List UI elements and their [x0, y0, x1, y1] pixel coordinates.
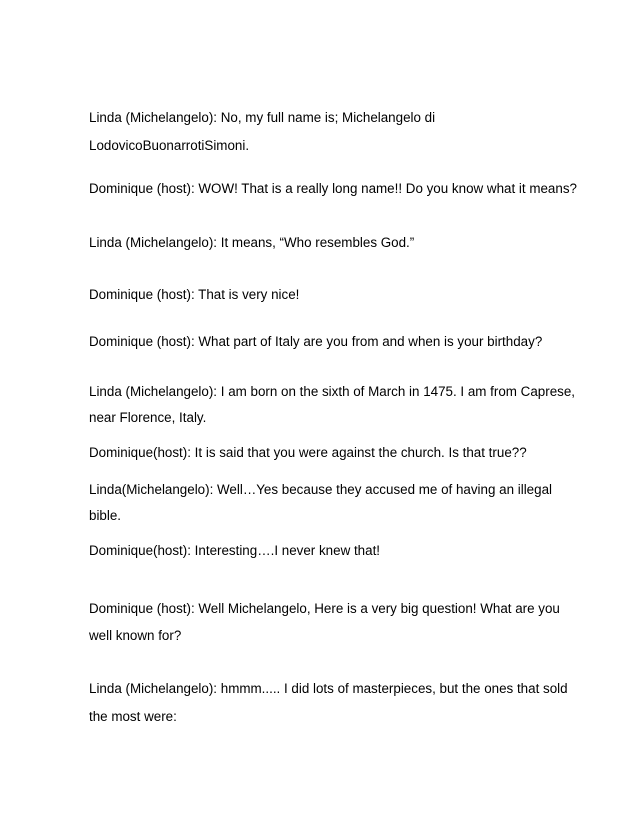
- transcript-line: bible.: [89, 508, 122, 523]
- transcript-line: Dominique (host): WOW! That is a really long name!! Do you know what it means?: [89, 181, 577, 196]
- transcript-line: Dominique (host): That is very nice!: [89, 287, 300, 302]
- transcript-line: the most were:: [89, 709, 177, 724]
- transcript-line: Linda (Michelangelo): No, my full name is; Michelangelo di: [89, 110, 436, 125]
- transcript-line: near Florence, Italy.: [89, 410, 207, 425]
- transcript-line: Dominique (host): What part of Italy are you from and when is your birthday?: [89, 334, 543, 349]
- transcript-line: Dominique (host): Well Michelangelo, Here is a very big question! What are you: [89, 601, 560, 616]
- transcript-line: Linda (Michelangelo): hmmm..... I did lots of masterpieces, but the ones that sold: [89, 681, 568, 696]
- transcript-line: well known for?: [89, 628, 182, 643]
- transcript-line: Linda (Michelangelo): It means, “Who resembles God.”: [89, 235, 415, 250]
- transcript-line: Linda(Michelangelo): Well…Yes because they accused me of having an illegal: [89, 482, 552, 497]
- transcript-line: LodovicoBuonarrotiSimoni.: [89, 138, 250, 153]
- transcript-line: Dominique(host): It is said that you were against the church. Is that true??: [89, 445, 527, 460]
- transcript-line: Linda (Michelangelo): I am born on the sixth of March in 1475. I am from Caprese,: [89, 384, 576, 399]
- transcript-line: Dominique(host): Interesting….I never knew that!: [89, 543, 381, 558]
